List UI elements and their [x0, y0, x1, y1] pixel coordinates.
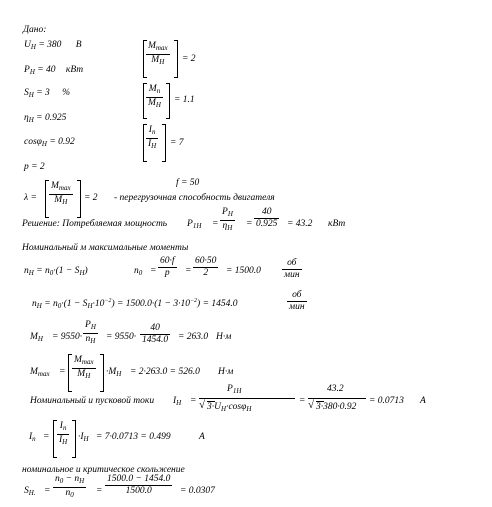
nh-unit — [288, 290, 306, 313]
mh-den-sub: H — [90, 337, 96, 345]
nh-expr: = n — [36, 266, 50, 276]
in-fnum: I — [59, 421, 63, 431]
in-fden-sub: H — [62, 438, 68, 446]
ih-sub: H — [176, 399, 182, 407]
n0-num2: 60·50 — [195, 256, 217, 266]
p1h-result: = 43.2 — [287, 219, 313, 229]
sh-num2: 1500.0 − 1454.0 — [107, 474, 171, 484]
mmax-unit: Н·м — [218, 367, 234, 377]
nh-unit-num: об — [292, 290, 302, 300]
in-fraction — [58, 421, 68, 448]
given-label: Дано: — [23, 25, 47, 35]
ih-den-a: 3·U — [207, 402, 221, 412]
mmax-fden-sub: H — [85, 372, 91, 380]
mn-ratio-num-sub: n — [156, 87, 161, 95]
in-fden: I — [59, 435, 63, 445]
p1h-num2: 40 — [261, 207, 272, 217]
bracket-right — [72, 420, 76, 458]
nh2-expr2-sub: H — [87, 302, 93, 311]
lambda-symbol: λ = — [24, 193, 37, 203]
mn-ratio-den: M — [148, 98, 156, 108]
in-mul — [78, 432, 89, 445]
n0-fraction — [159, 256, 176, 279]
nh2-symbol: n — [32, 299, 37, 310]
nh2-expr: = n — [44, 299, 58, 310]
mh-result: = 263.0 — [178, 332, 209, 342]
in-ratio-num-sub: n — [151, 128, 156, 136]
lambda-ratio — [50, 181, 72, 208]
cos-value: = 0.92 — [49, 137, 75, 147]
n0-sub: 0 — [138, 269, 143, 277]
bracket-right — [162, 124, 166, 162]
power-value: = 40 — [37, 65, 56, 75]
mmax-ratio-num-sub: max — [155, 44, 168, 52]
sh-num-sub: 0 — [59, 477, 64, 485]
power-line — [24, 65, 83, 78]
ih-num2: 43.2 — [327, 384, 344, 394]
mh-eq2: = 9550· — [106, 332, 137, 342]
nh-calc — [32, 296, 237, 312]
mn-ratio-den-sub: H — [155, 101, 161, 109]
nh2-expr4-sup: −2 — [189, 298, 198, 304]
ih-letter: I — [173, 396, 177, 406]
nh2-sub: H — [36, 302, 42, 311]
sh-result: = 0.0307 — [180, 486, 215, 496]
currents-title: Номинальный и пусковой токи — [30, 396, 155, 406]
in-mul-text: ·I — [78, 432, 84, 442]
in-ratio-den-sub: H — [151, 142, 157, 150]
n0-unit — [283, 258, 301, 281]
lambda-value: = 2 — [84, 193, 98, 203]
frequency-line — [176, 178, 199, 189]
ih-den-b: ·cosφ — [226, 402, 247, 412]
mh-den2: 1454.0 — [142, 335, 169, 345]
sh-fraction2 — [106, 474, 171, 497]
mmax-ratio — [147, 41, 169, 68]
p1h-letter: P — [187, 219, 193, 229]
voltage-line — [24, 40, 82, 53]
nh-expr-sub: 0 — [49, 269, 54, 277]
moments-title: Номинальный м максимальные моменты — [22, 243, 189, 253]
cos-symbol: cosφ — [24, 137, 42, 147]
p1h-den-sub: H — [227, 224, 233, 232]
sqrt-icon: √ — [199, 399, 206, 411]
nh-unit-den: мин — [289, 302, 305, 312]
mh-unit: Н·м — [216, 332, 232, 342]
sh-num-b: − n — [63, 474, 80, 484]
mmax-mul-text: ·M — [106, 367, 117, 377]
mmax-ratio-den: M — [151, 55, 160, 65]
lambda-note: - перегрузочная способность двигателя — [114, 193, 275, 203]
sh-den: n — [65, 488, 71, 498]
ih-fraction-bar — [199, 398, 295, 399]
ih-den-a-sub: H — [221, 405, 227, 413]
mmax-fraction — [73, 355, 95, 382]
mmax-fnum-sub: max — [81, 358, 94, 366]
ih-den-b-sub: H — [246, 405, 252, 413]
in-ratio-value: = 7 — [170, 138, 184, 148]
mn-ratio — [147, 84, 162, 111]
mmax-mul — [106, 367, 121, 380]
mmax-ratio-num: M — [148, 41, 156, 51]
mh-sub: H — [37, 335, 43, 343]
efficiency-value: = 0.925 — [36, 113, 67, 123]
p1h-eq: = — [212, 219, 219, 229]
ih-eq2: = — [299, 396, 306, 406]
ih-fraction2-bar — [308, 398, 366, 399]
ih-unit: A — [420, 396, 426, 406]
mmax-fden: M — [77, 369, 86, 379]
power-unit: кВт — [65, 65, 84, 75]
p1h-fraction — [221, 207, 234, 234]
in-symbol — [29, 432, 36, 445]
mmax-fnum: M — [74, 355, 82, 365]
nh2-expr2: ·(1 − S — [61, 299, 88, 310]
mh-num2: 40 — [150, 323, 160, 333]
sh-den2: 1500.0 — [105, 485, 172, 497]
power-sub: H — [29, 68, 35, 76]
ih-num — [227, 384, 241, 397]
slip-sub: H — [28, 91, 34, 99]
nh-expr3: ) — [84, 266, 88, 276]
sqrt-icon: √ — [308, 399, 315, 411]
p1h-eq2: = — [246, 219, 253, 229]
in-unit: A — [199, 432, 205, 442]
mn-ratio-value: = 1.1 — [174, 95, 195, 105]
in-fnum-sub: n — [62, 424, 67, 432]
efficiency-line — [24, 113, 66, 126]
mmax-letter: M — [30, 367, 38, 377]
nh-symbol: n — [24, 266, 29, 276]
slip-title: номинальное и критическое скольжение — [22, 465, 185, 475]
voltage-unit: B — [75, 40, 82, 50]
bracket-right — [166, 83, 170, 119]
ih-den2: 3·380·0.92 — [316, 402, 357, 412]
mh-num: P — [85, 320, 91, 330]
nh-expr2-sub: H — [79, 269, 85, 277]
n0-den: p — [158, 267, 177, 279]
mh-den: n — [85, 334, 91, 344]
cos-sub: H — [41, 140, 47, 148]
n0-letter: n — [134, 266, 139, 276]
p1h-symbol — [187, 219, 201, 232]
sh-eq2: = — [96, 486, 103, 496]
mh-eq: = 9550· — [52, 332, 83, 342]
nh2-expr3: ·10 — [92, 299, 105, 310]
sh-num: n — [55, 474, 60, 484]
power-symbol: P — [24, 65, 30, 75]
nh2-expr4: ) = 1500.0·(1 − 3·10 — [111, 299, 190, 310]
sh-letter: S — [24, 486, 29, 496]
voltage-value: = 380 — [38, 40, 62, 50]
frequency-value: = 50 — [181, 178, 200, 188]
slip-symbol: S — [24, 88, 29, 98]
mh-fraction2 — [141, 323, 169, 346]
n0-symbol — [134, 266, 142, 279]
sh-symbol — [24, 486, 36, 499]
in-result: = 7·0.0713 = 0.499 — [96, 432, 171, 442]
n0-unit-den: мин — [284, 270, 300, 280]
mmax-ratio-value: = 2 — [182, 54, 196, 64]
bracket-right — [77, 180, 81, 218]
n0-unit-num: об — [287, 258, 297, 268]
pole-pairs-value: = 2 — [31, 162, 45, 172]
ih-num-sub: 1H — [232, 387, 242, 395]
mmax-ratio-den-sub: H — [159, 58, 165, 66]
sh-fraction — [54, 474, 85, 501]
p1h-den: η — [222, 221, 228, 231]
mmax-eq: = — [59, 367, 66, 377]
sh-eq: = — [44, 486, 51, 496]
mn-ratio-num: M — [148, 84, 157, 94]
ih-symbol — [173, 396, 181, 409]
n0-fraction2 — [194, 256, 217, 279]
nh-formula — [24, 266, 88, 279]
frequency-symbol: f — [176, 178, 179, 188]
slip-value: = 3 — [36, 88, 50, 98]
p1h-sub: 1H — [192, 222, 202, 230]
voltage-symbol: U — [24, 40, 31, 50]
n0-result: = 1500.0 — [226, 266, 261, 276]
lambda-num-sub: max — [58, 184, 71, 192]
nh-expr2: ·(1 − S — [53, 266, 80, 276]
in-ratio — [147, 125, 157, 152]
bracket-right — [100, 354, 104, 392]
p1h-den2: 0.925 — [256, 219, 278, 229]
in-sub: n — [32, 435, 36, 443]
lambda-num: M — [51, 181, 59, 191]
mmax-symbol — [30, 367, 50, 380]
pole-pairs-symbol: p — [24, 162, 29, 172]
p1h-num-sub: H — [227, 210, 233, 218]
lambda-den-sub: H — [62, 198, 68, 206]
efficiency-symbol: η — [24, 113, 29, 123]
n0-den2: 2 — [193, 267, 218, 279]
in-ratio-num: I — [148, 125, 152, 135]
in-eq: = — [43, 432, 50, 442]
sh-den-sub: 0 — [70, 491, 74, 499]
lambda-den: M — [54, 195, 63, 205]
p1h-num: P — [222, 207, 228, 217]
pole-pairs-line — [24, 162, 45, 173]
p1h-unit: кВт — [328, 219, 346, 229]
mh-symbol — [30, 332, 43, 345]
mh-letter: M — [30, 332, 38, 342]
nh-sub: H — [28, 269, 34, 277]
ih-result: = 0.0713 — [369, 396, 404, 406]
ih-num-letter: P — [227, 384, 233, 394]
cos-line — [24, 137, 75, 150]
in-letter: I — [29, 432, 33, 442]
nh2-expr5: ) = 1454.0 — [197, 299, 238, 310]
in-ratio-den: I — [148, 139, 152, 149]
n0-num: 60·f — [160, 256, 175, 266]
efficiency-sub: H — [28, 116, 34, 124]
n0-eq2: = — [185, 266, 192, 276]
mmax-mul-sub: H — [116, 370, 122, 378]
p1h-fraction2 — [255, 207, 278, 230]
mmax-sub: max — [37, 370, 50, 378]
in-mul-sub: H — [83, 435, 89, 443]
nh2-expr-sub: 0 — [57, 302, 62, 311]
voltage-sub: H — [30, 43, 36, 51]
mmax-result: = 2·263.0 = 526.0 — [130, 367, 200, 377]
ih-den — [207, 402, 251, 415]
ih-eq: = — [190, 396, 197, 406]
solution-label: Решение: Потребляемая мощность — [22, 219, 168, 229]
mh-num-sub: H — [90, 323, 96, 331]
nh2-expr3-sup: −2 — [104, 298, 112, 304]
n0-eq: = — [150, 266, 157, 276]
slip-given-line — [24, 88, 70, 101]
sh-num-b-sub: H — [79, 477, 85, 485]
sh-sub: H. — [28, 489, 36, 497]
mh-fraction — [84, 320, 97, 347]
slip-unit: % — [62, 88, 71, 98]
bracket-right — [174, 40, 178, 78]
